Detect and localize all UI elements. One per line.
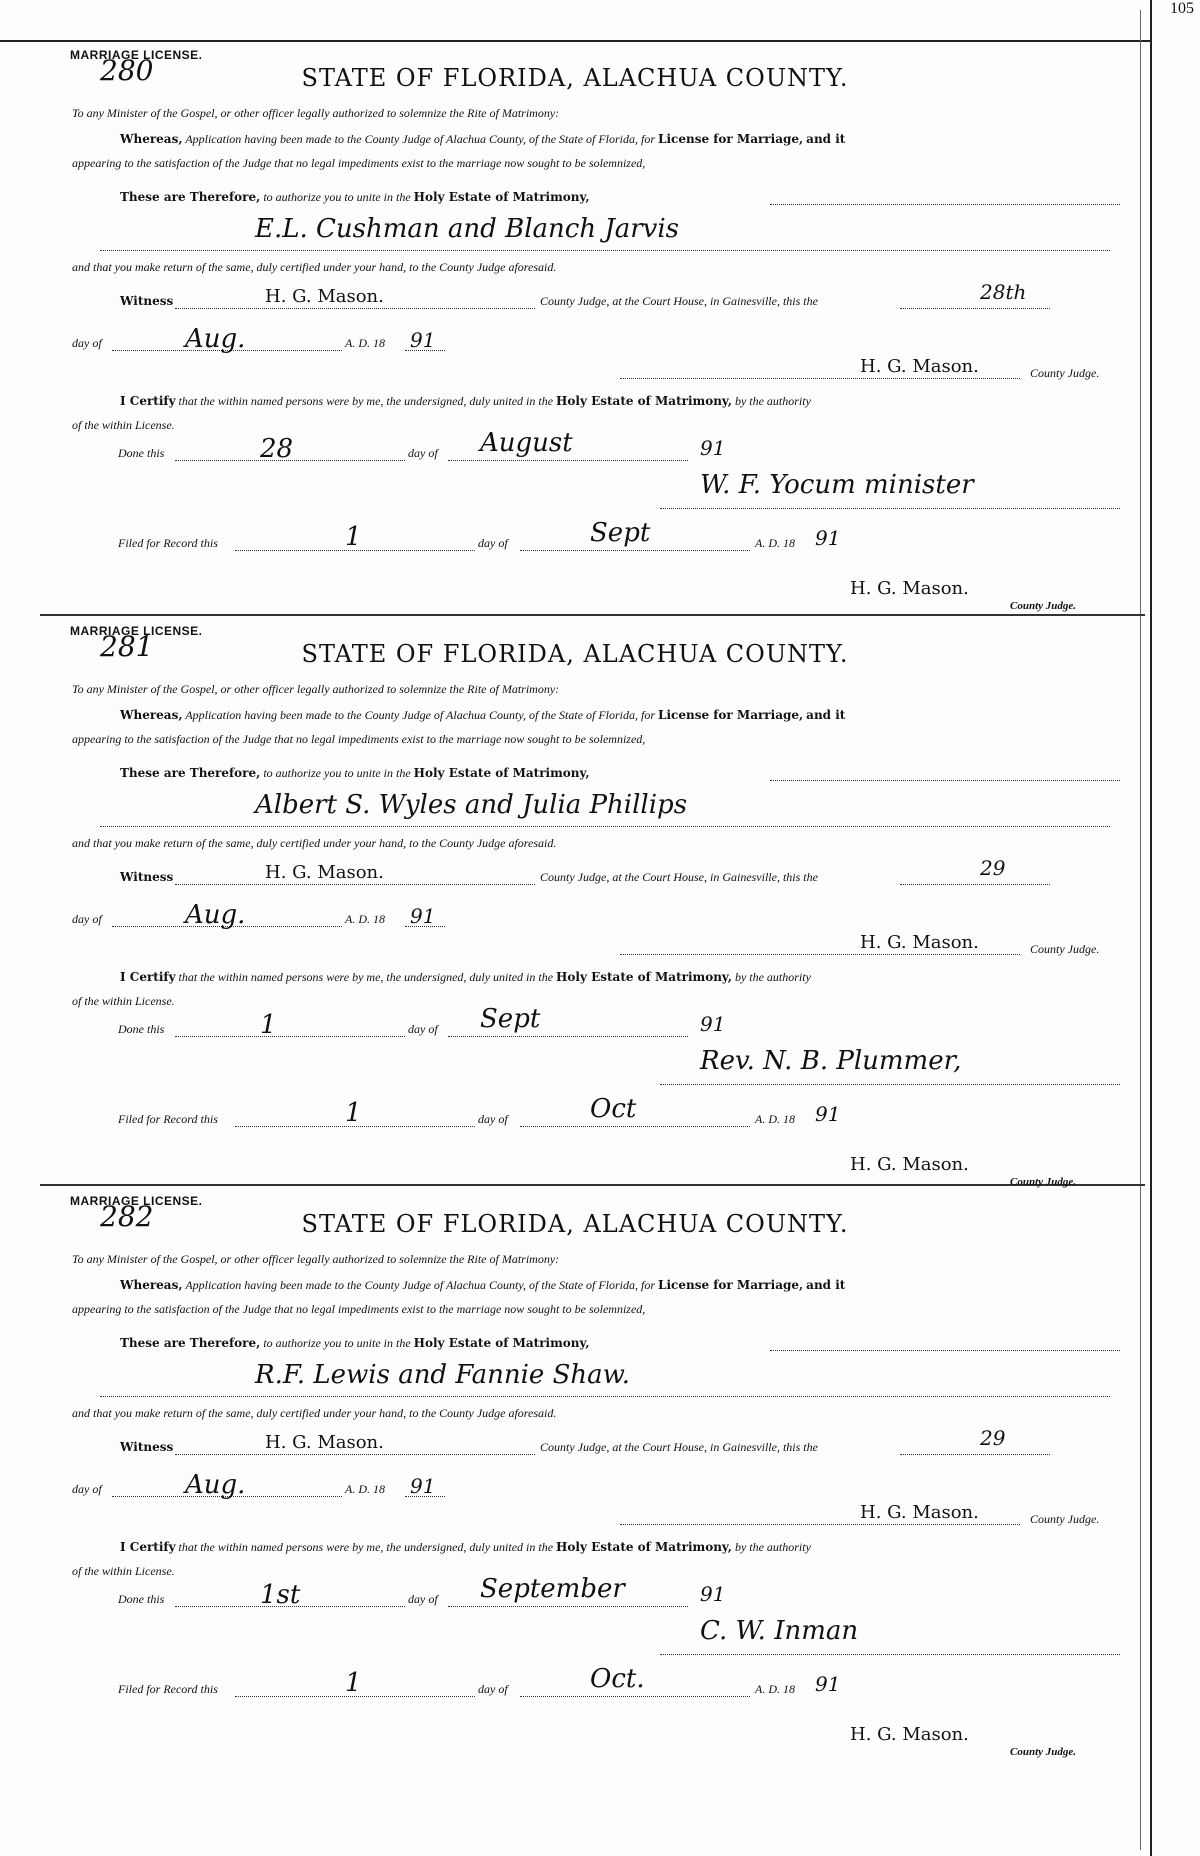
filed-judge-signature: H. G. Mason. — [850, 1724, 969, 1745]
by-authority: by the authority — [734, 394, 811, 408]
done-day: 28 — [260, 434, 294, 464]
certify-text: that the within named persons were by me, the undersigned, duly united in the — [178, 1540, 554, 1554]
appearing-line: appearing to the satisfaction of the Judge that no legal impediments exist to the marriage now sought to be solemnized, — [72, 732, 646, 746]
by-authority: by the authority — [734, 970, 811, 984]
done-day-of: day of — [408, 1592, 438, 1606]
witness-year: 91 — [410, 904, 436, 928]
authorize-line — [120, 1336, 590, 1351]
witness-line — [120, 870, 173, 885]
holy-estate: Holy Estate of Matrimony, — [413, 190, 590, 204]
these-are-therefore: These are Therefore, — [120, 766, 261, 780]
county-judge-court: County Judge, at the Court House, in Gainesville, this the — [540, 1440, 818, 1454]
witness-word: Witness — [120, 870, 174, 884]
certify-word: I Certify — [120, 970, 176, 984]
holy-estate: Holy Estate of Matrimony, — [413, 766, 590, 780]
fill-line — [175, 308, 535, 309]
done-year: 91 — [700, 1012, 726, 1036]
fill-line — [448, 1036, 688, 1037]
filed-year: 91 — [815, 1672, 841, 1696]
officiant-signature: W. F. Yocum minister — [700, 470, 974, 500]
certify-text: that the within named persons were by me, the undersigned, duly united in the — [178, 394, 554, 408]
fill-line — [770, 1350, 1120, 1351]
filed-day-of: day of — [478, 1682, 508, 1696]
whereas-word: Whereas, — [120, 708, 183, 722]
filed-day-of: day of — [478, 536, 508, 550]
judge-signature: H. G. Mason. — [860, 932, 979, 953]
judge-signature: H. G. Mason. — [860, 1502, 979, 1523]
these-are-therefore: These are Therefore, — [120, 190, 261, 204]
address-line: To any Minister of the Gospel, or other officer legally authorized to solemnize the Rite of Matrimony: — [72, 106, 560, 120]
witness-line — [120, 294, 173, 309]
done-day-of: day of — [408, 446, 438, 460]
witness-line — [120, 1440, 173, 1455]
filed-ad: A. D. 18 — [755, 1112, 795, 1126]
judge-sign-line — [620, 954, 1020, 955]
fill-line — [405, 350, 445, 351]
license-number: 280 — [100, 54, 154, 87]
whereas-word: Whereas, — [120, 1278, 183, 1292]
witness-word: Witness — [120, 1440, 174, 1454]
filed-month: Oct. — [590, 1664, 645, 1694]
fill-line — [770, 204, 1120, 205]
done-this-label: Done this — [118, 1022, 165, 1036]
license-separator — [40, 614, 1145, 616]
whereas-text: Application having been made to the County Judge of Alachua County, of the State of Florida, for — [185, 132, 656, 146]
these-are-therefore: These are Therefore, — [120, 1336, 261, 1350]
fill-line — [175, 1036, 405, 1037]
marriage-license — [0, 1190, 1150, 1850]
authorize-text: to authorize you to unite in the — [263, 190, 411, 204]
marriage-license — [0, 620, 1150, 1188]
done-day: 1 — [260, 1010, 277, 1040]
county-judge-court: County Judge, at the Court House, in Gainesville, this the — [540, 294, 818, 308]
filed-month: Oct — [590, 1094, 637, 1124]
holy-estate: Holy Estate of Matrimony, — [556, 1540, 732, 1554]
authorize-line — [120, 766, 590, 781]
filed-day: 1 — [345, 1668, 362, 1698]
filed-judge-signature: H. G. Mason. — [850, 1154, 969, 1175]
filed-day-of: day of — [478, 1112, 508, 1126]
judge-sign-line — [620, 1524, 1020, 1525]
return-line: and that you make return of the same, duly certified under your hand, to the County Judge aforesaid. — [72, 836, 557, 850]
fill-line — [770, 780, 1120, 781]
witness-word: Witness — [120, 294, 174, 308]
names-fill-line — [100, 1396, 1110, 1397]
county-judge-label: County Judge. — [1030, 942, 1100, 956]
day-of-label: day of — [72, 1482, 102, 1496]
filed-label: Filed for Record this — [118, 1682, 218, 1696]
fill-line — [448, 460, 688, 461]
fill-line — [520, 1126, 750, 1127]
county-judge-court: County Judge, at the Court House, in Gainesville, this the — [540, 870, 818, 884]
done-day-of: day of — [408, 1022, 438, 1036]
ad-label: A. D. 18 — [345, 336, 385, 350]
whereas-line — [120, 1278, 845, 1293]
ad-label: A. D. 18 — [345, 912, 385, 926]
within-license: of the within License. — [72, 994, 175, 1008]
certify-line — [120, 1540, 811, 1555]
judge-sign-line — [620, 378, 1020, 379]
address-line: To any Minister of the Gospel, or other officer legally authorized to solemnize the Rite of Matrimony: — [72, 1252, 560, 1266]
done-day: 1st — [260, 1580, 301, 1610]
witness-judge: H. G. Mason. — [265, 862, 384, 883]
license-for-marriage: License for Marriage, — [658, 132, 804, 146]
witness-month: Aug. — [185, 324, 246, 354]
done-year: 91 — [700, 1582, 726, 1606]
done-year: 91 — [700, 436, 726, 460]
fill-line — [520, 550, 750, 551]
by-authority: by the authority — [734, 1540, 811, 1554]
whereas-line — [120, 132, 845, 147]
county-judge-label: County Judge. — [1030, 1512, 1100, 1526]
fill-line — [900, 884, 1050, 885]
couple-names: R.F. Lewis and Fannie Shaw. — [255, 1360, 631, 1390]
fill-line — [900, 308, 1050, 309]
certify-text: that the within named persons were by me, the undersigned, duly united in the — [178, 970, 554, 984]
witness-year: 91 — [410, 328, 436, 352]
filed-year: 91 — [815, 526, 841, 550]
witness-judge: H. G. Mason. — [265, 286, 384, 307]
county-judge-small: County Judge. — [1010, 1746, 1077, 1758]
officiant-signature: Rev. N. B. Plummer, — [700, 1046, 962, 1076]
officiant-line — [660, 508, 1120, 509]
names-fill-line — [100, 826, 1110, 827]
return-line: and that you make return of the same, duly certified under your hand, to the County Judge aforesaid. — [72, 260, 557, 274]
license-title: STATE OF FLORIDA, ALACHUA COUNTY. — [301, 64, 849, 92]
whereas-text: Application having been made to the County Judge of Alachua County, of the State of Florida, for — [185, 1278, 656, 1292]
couple-names: E.L. Cushman and Blanch Jarvis — [255, 214, 680, 244]
witness-year: 91 — [410, 1474, 436, 1498]
license-header-label: MARRIAGE LICENSE. — [70, 48, 203, 62]
certify-line — [120, 394, 811, 409]
license-header-label: MARRIAGE LICENSE. — [70, 1194, 203, 1208]
filed-label: Filed for Record this — [118, 1112, 218, 1126]
fill-line — [900, 1454, 1050, 1455]
certify-line — [120, 970, 811, 985]
address-line: To any Minister of the Gospel, or other officer legally authorized to solemnize the Rite of Matrimony: — [72, 682, 560, 696]
authorize-text: to authorize you to unite in the — [263, 1336, 411, 1350]
holy-estate: Holy Estate of Matrimony, — [556, 394, 732, 408]
appearing-line: appearing to the satisfaction of the Judge that no legal impediments exist to the marriage now sought to be solemnized, — [72, 1302, 646, 1316]
fill-line — [175, 884, 535, 885]
filed-day: 1 — [345, 522, 362, 552]
authorize-line — [120, 190, 590, 205]
witness-day: 29 — [980, 1426, 1006, 1450]
witness-month: Aug. — [185, 1470, 246, 1500]
county-judge-label: County Judge. — [1030, 366, 1100, 380]
within-license: of the within License. — [72, 418, 175, 432]
certify-word: I Certify — [120, 1540, 176, 1554]
couple-names: Albert S. Wyles and Julia Phillips — [255, 790, 688, 820]
officiant-signature: C. W. Inman — [700, 1616, 859, 1646]
filed-day: 1 — [345, 1098, 362, 1128]
holy-estate: Holy Estate of Matrimony, — [556, 970, 732, 984]
and-it: and it — [806, 132, 846, 146]
day-of-label: day of — [72, 336, 102, 350]
done-this-label: Done this — [118, 1592, 165, 1606]
done-month: Sept — [480, 1004, 541, 1034]
filed-ad: A. D. 18 — [755, 1682, 795, 1696]
county-judge-small: County Judge. — [1010, 1176, 1077, 1188]
license-for-marriage: License for Marriage, — [658, 1278, 804, 1292]
license-number: 282 — [100, 1200, 154, 1233]
filed-year: 91 — [815, 1102, 841, 1126]
witness-month: Aug. — [185, 900, 246, 930]
page-number: 105 — [1170, 0, 1194, 17]
right-margin-rule — [1150, 0, 1152, 1856]
and-it: and it — [806, 1278, 846, 1292]
day-of-label: day of — [72, 912, 102, 926]
names-fill-line — [100, 250, 1110, 251]
done-month: August — [480, 428, 573, 458]
witness-judge: H. G. Mason. — [265, 1432, 384, 1453]
filed-month: Sept — [590, 518, 651, 548]
license-title: STATE OF FLORIDA, ALACHUA COUNTY. — [301, 640, 849, 668]
license-number: 281 — [100, 630, 154, 663]
whereas-line — [120, 708, 845, 723]
filed-judge-signature: H. G. Mason. — [850, 578, 969, 599]
officiant-line — [660, 1654, 1120, 1655]
return-line: and that you make return of the same, duly certified under your hand, to the County Judge aforesaid. — [72, 1406, 557, 1420]
filed-label: Filed for Record this — [118, 536, 218, 550]
license-for-marriage: License for Marriage, — [658, 708, 804, 722]
county-judge-small: County Judge. — [1010, 600, 1077, 612]
witness-day: 28th — [980, 280, 1027, 304]
fill-line — [405, 926, 445, 927]
fill-line — [520, 1696, 750, 1697]
top-rule — [0, 40, 1150, 42]
license-title: STATE OF FLORIDA, ALACHUA COUNTY. — [301, 1210, 849, 1238]
judge-signature: H. G. Mason. — [860, 356, 979, 377]
appearing-line: appearing to the satisfaction of the Judge that no legal impediments exist to the marriage now sought to be solemnized, — [72, 156, 646, 170]
filed-ad: A. D. 18 — [755, 536, 795, 550]
officiant-line — [660, 1084, 1120, 1085]
certify-word: I Certify — [120, 394, 176, 408]
done-month: September — [480, 1574, 625, 1604]
authorize-text: to authorize you to unite in the — [263, 766, 411, 780]
fill-line — [175, 1454, 535, 1455]
whereas-word: Whereas, — [120, 132, 183, 146]
fill-line — [405, 1496, 445, 1497]
within-license: of the within License. — [72, 1564, 175, 1578]
done-this-label: Done this — [118, 446, 165, 460]
ad-label: A. D. 18 — [345, 1482, 385, 1496]
whereas-text: Application having been made to the County Judge of Alachua County, of the State of Florida, for — [185, 708, 656, 722]
marriage-license — [0, 44, 1150, 614]
witness-day: 29 — [980, 856, 1006, 880]
license-header-label: MARRIAGE LICENSE. — [70, 624, 203, 638]
and-it: and it — [806, 708, 846, 722]
holy-estate: Holy Estate of Matrimony, — [413, 1336, 590, 1350]
fill-line — [448, 1606, 688, 1607]
